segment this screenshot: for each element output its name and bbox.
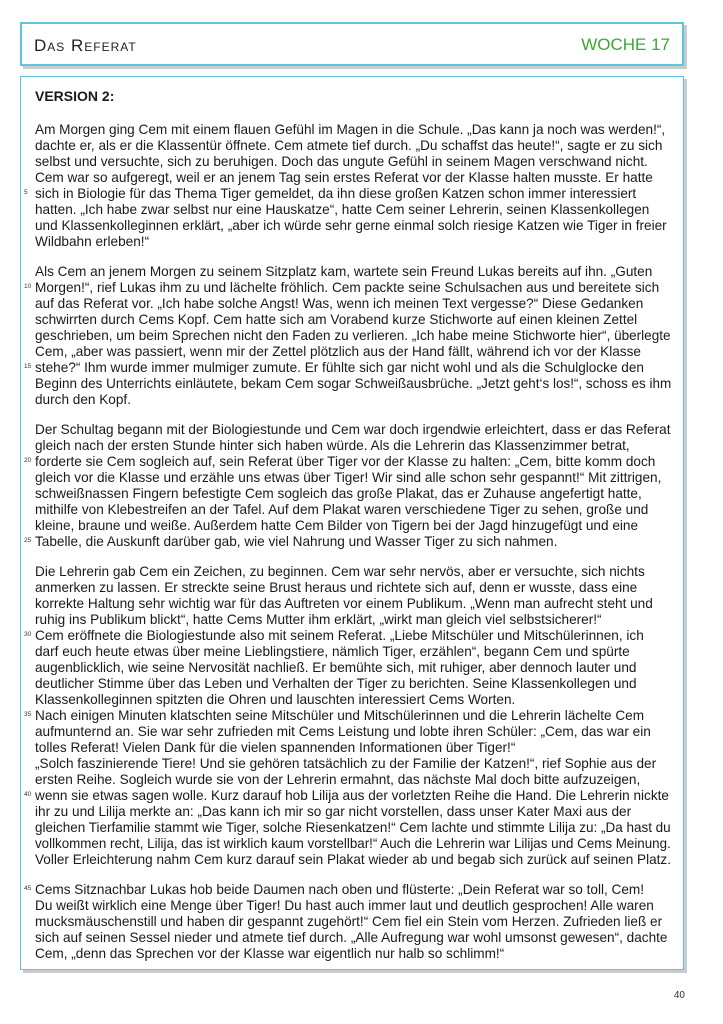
text-line: Cem war so aufgeregt, weil er an jenem Tag sein erstes Referat vor der Klasse halten musste. Er hatte (35, 170, 653, 185)
text-line: Cem, „denn das Sprechen vor der Klasse war eigentlich nur halb so schlimm!“ (35, 946, 505, 961)
text-line: aufmunternd an. Sie war sehr zufrieden mit Cems Leistung und lobte ihren Schüler: „Cem, das war ein (35, 724, 651, 739)
text-line: ruhig ins Publikum blickt“, hatte Cems Mutter ihm erklärt, „wirkt man gleich viel selbstsicherer!“ (35, 612, 602, 627)
text-line: tolles Referat! Vielen Dank für die vielen spannenden Informationen über Tiger!“ (35, 740, 516, 755)
text-line: Wildbahn erleben!“ (35, 234, 150, 249)
line-number: 20 (24, 457, 32, 464)
text-line: Cem eröffnete die Biologiestunde also mit seinem Referat. „Liebe Mitschüler und Mitschülerinnen, ich (35, 628, 644, 643)
text-line: Die Lehrerin gab Cem ein Zeichen, zu beginnen. Cem war sehr nervös, aber er versuchte, sich nichts (35, 564, 645, 579)
text-line: deutlicher Stimme über das Leben und Verhalten der Tiger zu berichten. Seine Klassenkollegen und (35, 676, 637, 691)
text-line: Der Schultag begann mit der Biologiestunde und Cem war doch irgendwie erleichtert, dass er das Referat (35, 422, 671, 437)
text-line: forderte sie Cem sogleich auf, sein Referat über Tiger vor der Klasse zu halten: „Cem, bitte komm doch (35, 454, 656, 469)
line-number: 5 (24, 189, 28, 196)
story-box (20, 76, 684, 970)
version-heading: VERSION 2: (35, 88, 115, 104)
text-line: dachte er, als er die Klassentür öffnete. Cem atmete tief durch. „Du schaffst das heute!“, sagte er zu sich (35, 138, 663, 153)
line-number: 45 (24, 885, 32, 892)
text-line: Tabelle, die Auskunft darüber gab, wie viel Nahrung und Wasser Tiger zu sich nahmen. (35, 534, 558, 549)
text-line: Voller Erleichterung nahm Cem kurz darauf sein Plakat wieder ab und begab sich zurück auf seinen Platz. (35, 852, 671, 867)
text-line: Nach einigen Minuten klatschten seine Mitschüler und Mitschülerinnen und die Lehrerin lächelte Cem (35, 708, 645, 723)
text-line: auf das Referat vor. „Ich habe solche Angst! Was, wenn ich meinen Text vergesse?“ Diese Gedanken (35, 296, 644, 311)
text-line: Morgen!“, rief Lukas ihm zu und lächelte fröhlich. Cem packte seine Schulsachen aus und bereitete sich (35, 280, 660, 295)
text-line: geschrieben, um beim Sprechen nicht den Faden zu verlieren. „Ich habe meine Stichworte hier“, überlegte (35, 328, 671, 343)
text-line: gleich nach der ersten Stunde hinter sich haben würde. Als die Lehrerin das Klassenzimmer betrat, (35, 438, 630, 453)
text-line: ersten Reihe. Sogleich wurde sie von der Lehrerin ermahnt, das nächste Mal doch bitte aufzuzeigen, (35, 772, 641, 787)
text-line: Beginn des Unterrichts einläutete, bekam Cem sogar Schweißausbrüche. „Jetzt geht‘s los!“, schoss es ihm (35, 376, 672, 391)
text-line: Cems Sitznachbar Lukas hob beide Daumen nach oben und flüsterte: „Dein Referat war so toll, Cem! (35, 882, 645, 897)
text-line: Du weißt wirklich eine Menge über Tiger! Du hast auch immer laut und deutlich gesprochen! Alle waren (35, 898, 654, 913)
text-line: hatten. „Ich habe zwar selbst nur eine Hauskatze“, hatte Cem seiner Lehrerin, seinen Klassenkollegen (35, 202, 650, 217)
text-line: sich in Biologie für das Thema Tiger gemeldet, da ihn diese großen Katzen schon immer interessiert (35, 186, 637, 201)
text-line: Als Cem an jenem Morgen zu seinem Sitzplatz kam, wartete sein Freund Lukas bereits auf ihn. „Guten (35, 264, 653, 279)
text-line: „Solch faszinierende Tiere! Und sie gehören tatsächlich zu der Familie der Katzen!“, rief Sophie aus der (35, 756, 657, 771)
text-line: kleine, braune und weiße. Außerdem hatte Cem Bilder von Tigern bei der Jagd hinzugefügt und eine (35, 518, 639, 533)
line-number: 25 (24, 537, 32, 544)
text-line: ihr zu und Lilija merkte an: „Das kann ich mir so gar nicht vorstellen, dass unser Kater Maxi aus der (35, 804, 632, 819)
text-line: stehe?“ Ihm wurde immer mulmiger zumute. Er fühlte sich gar nicht wohl und als die Schulglocke den (35, 360, 644, 375)
line-number: 35 (24, 711, 32, 718)
text-line: gleich vor die Klasse und erzähle uns etwas über Tiger! Wir sind alle schon sehr gespannt!“ Mit zittrigen, (35, 470, 662, 485)
text-line: wenn sie etwas sagen wolle. Kurz darauf hob Lilija aus der vorletzten Reihe die Hand. Die Lehrerin nickte (35, 788, 669, 803)
text-line: korrekte Haltung sehr wichtig war für das Auftreten vor einem Publikum. „Wenn man aufrecht steht und (35, 596, 653, 611)
page-number: 40 (673, 990, 685, 1001)
line-number: 30 (24, 631, 32, 638)
text-line: Cem, „aber was passiert, wenn mir der Zettel plötzlich aus der Hand fällt, während ich vor der Klasse (35, 344, 641, 359)
text-line: durch den Kopf. (35, 392, 131, 407)
text-line: mithilfe von Klebestreifen an der Tafel. Auf dem Plakat waren verschiedene Tiger zu sehen, große und (35, 502, 649, 517)
text-line: und Klassenkolleginnen erklärt, „aber ich würde sehr gerne einmal solch riesige Katzen wie Tiger in freier (35, 218, 667, 233)
text-line: anmerken zu lassen. Er streckte seine Brust heraus und richtete sich auf, denn er wusste, dass eine (35, 580, 638, 595)
text-line: gleichen Tierfamilie stammt wie Tiger, solche Riesenkatzen!“ Cem lachte und stimmte Lilija zu: „Da hast du (35, 820, 671, 835)
text-line: schwirrten durch Cems Kopf. Cem hatte sich am Vorabend kurze Stichworte auf einen kleinen Zettel (35, 312, 638, 327)
text-line: Klassenkolleginnen spitzten die Ohren und lauschten interessiert Cems Worten. (35, 692, 516, 707)
line-number: 15 (24, 363, 32, 370)
text-line: mucksmäuschenstill und haben dir gespannt zugehört!“ Cem fiel ein Stein vom Herzen. Zufrieden ließ er (35, 914, 663, 929)
text-line: Am Morgen ging Cem mit einem flauen Gefühl im Magen in die Schule. „Das kann ja noch was werden!“, (35, 122, 666, 137)
week-label: WOCHE 17 (581, 35, 670, 54)
text-line: sich auf seinen Sessel nieder und atmete tief durch. „Alle Aufregung war wohl umsonst gewesen“, dachte (35, 930, 668, 945)
line-number: 40 (24, 791, 32, 798)
text-line: augenblicklich, wie seine Nervosität nachließ. Er bemühte sich, mit ruhiger, aber dennoch lauter und (35, 660, 637, 675)
text-line: selbst und versuchte, sich zu beruhigen. Doch das ungute Gefühl in seinem Magen verschwand nicht. (35, 154, 648, 169)
text-line: darf euch heute etwas über meine Lieblingstiere, nämlich Tiger, erzählen“, begann Cem und spürte (35, 644, 630, 659)
line-number: 10 (24, 283, 32, 290)
page-title: Das Referat (34, 36, 137, 55)
page-header (20, 22, 684, 66)
text-line: vollkommen recht, Lilija, das ist wirklich kaum vorstellbar!“ Auch die Lehrerin war Lilijas und Cems Meinung. (35, 836, 671, 851)
text-line: schweißnassen Fingern befestigte Cem sogleich das große Plakat, das er Zuhause angefertigt hatte, (35, 486, 642, 501)
